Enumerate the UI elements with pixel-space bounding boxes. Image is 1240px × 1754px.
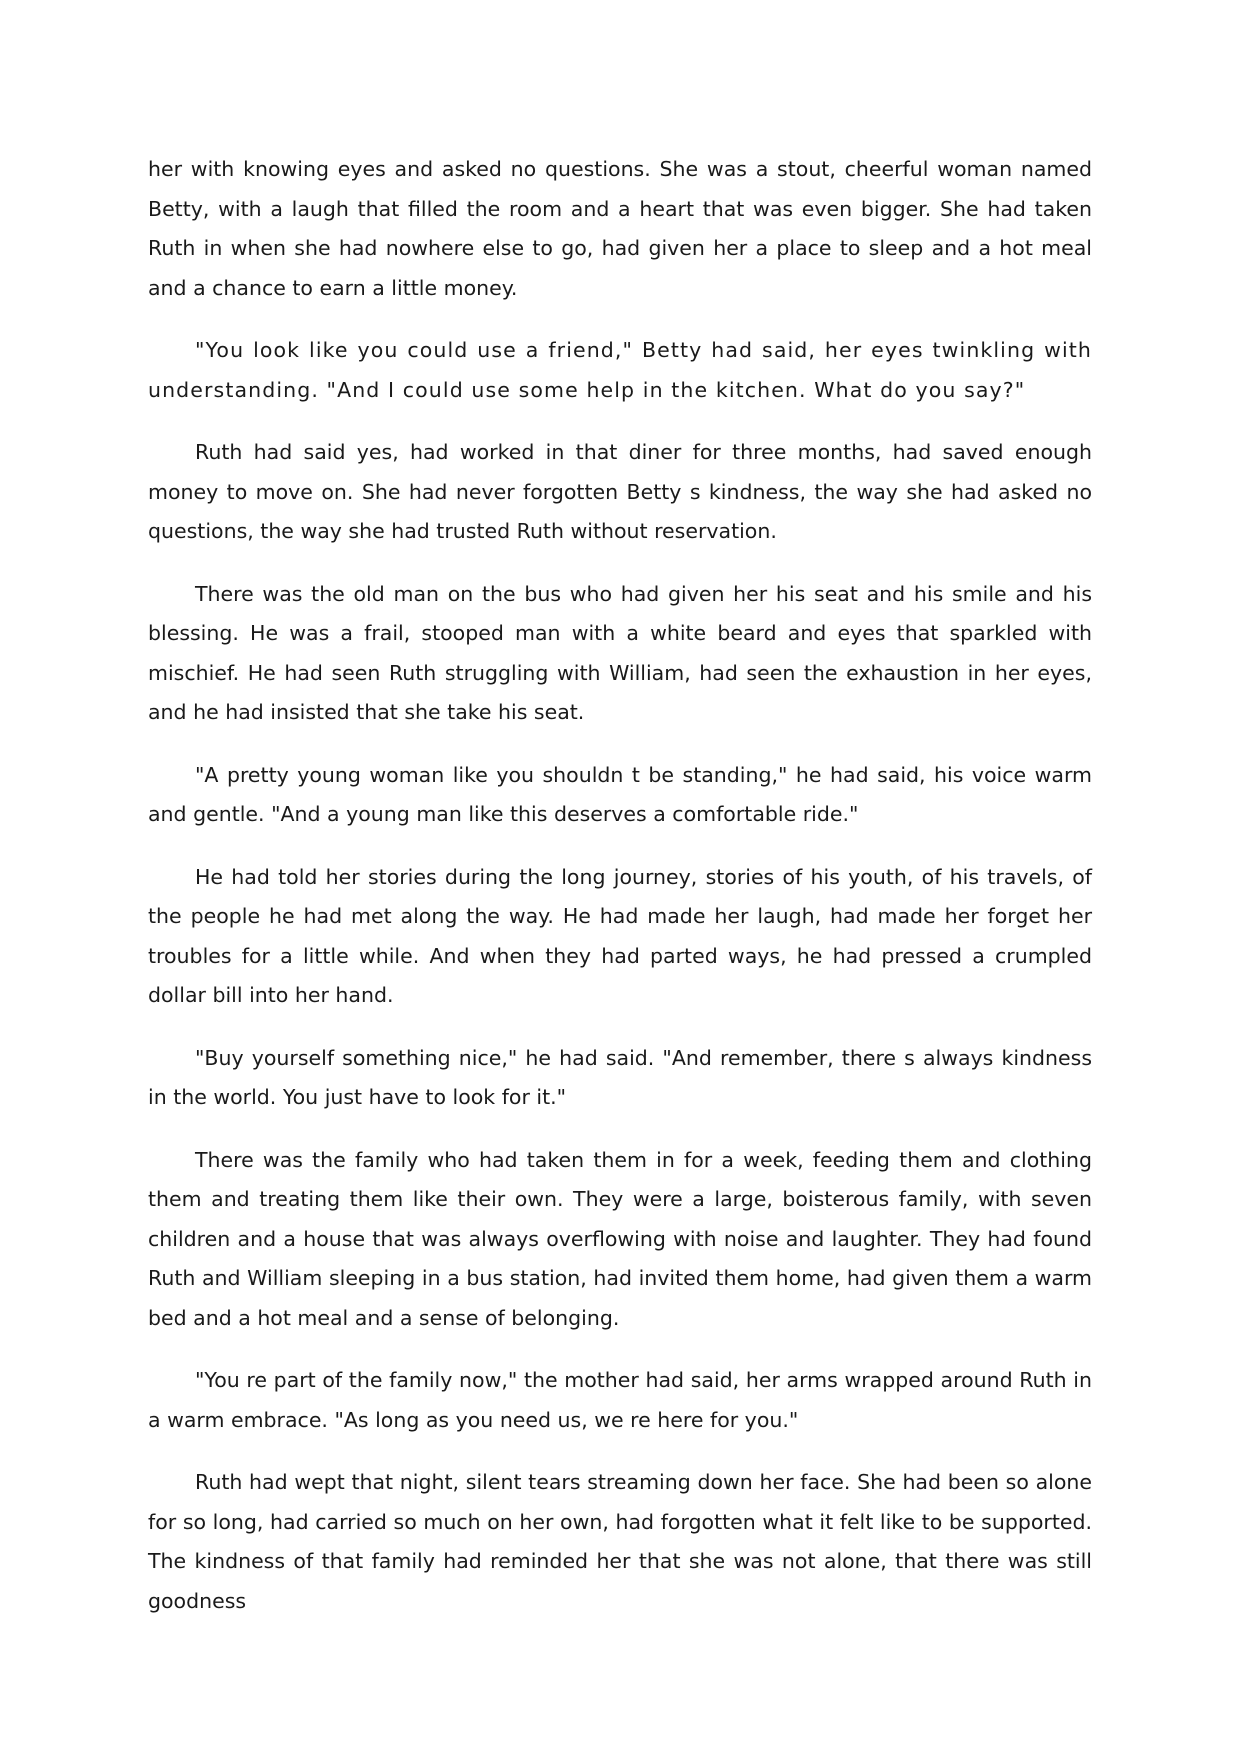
paragraph-betty-quote: "You look like you could use a friend," Betty had said, her eyes twinkling with understanding. "And I could use some help in the kitchen. What do you say?" — [148, 338, 1092, 402]
paragraph-kindness-quote: "Buy yourself something nice," he had said. "And remember, there s always kindness in the world. You just have to look for it." — [148, 1045, 1092, 1109]
body-text — [148, 150, 1092, 1644]
paragraph-ruth-diner: Ruth had said yes, had worked in that diner for three months, had saved enough money to move on. She had never forgotten Betty s kindness, the way she had asked no questions, the way she had trusted Ruth without reservation. — [148, 440, 1092, 543]
paragraph-family: There was the family who had taken them in for a week, feeding them and clothing them and treating them like their own. They were a large, boisterous family, with seven children and a house that was always overflowing with noise and laughter. They had found Ruth and William sleeping in a bus station, had invited them home, had given them a warm bed and a hot meal and a sense of belonging. — [148, 1147, 1092, 1330]
paragraph-old-man: There was the old man on the bus who had given her his seat and his smile and his blessing. He was a frail, stooped man with a white beard and eyes that sparkled with mischief. He had seen Ruth struggling with William, had seen the exhaustion in her eyes, and he had insisted that she take his seat. — [148, 581, 1092, 724]
paragraph-ruth-wept: Ruth had wept that night, silent tears streaming down her face. She had been so alone for so long, had carried so much on her own, had forgotten what it felt like to be supported. The kindness of that family had reminded her that she was not alone, that there was still goodness — [148, 1470, 1092, 1613]
paragraph-old-man-quote: "A pretty young woman like you shouldn t be standing," he had said, his voice warm and gentle. "And a young man like this deserves a comfortable ride." — [148, 762, 1092, 826]
paragraph-stories: He had told her stories during the long journey, stories of his youth, of his travels, of the people he had met along the way. He had made her laugh, had made her forget her troubles for a little while. And when they had parted ways, he had pressed a crumpled dollar bill into her hand. — [148, 864, 1092, 1007]
paragraph-family-quote: "You re part of the family now," the mother had said, her arms wrapped around Ruth in a warm embrace. "As long as you need us, we re here for you." — [148, 1368, 1092, 1432]
paragraph-betty-intro: her with knowing eyes and asked no questions. She was a stout, cheerful woman named Betty, with a laugh that filled the room and a heart that was even bigger. She had taken Ruth in when she had nowhere else to go, had given her a place to sleep and a hot meal and a chance to earn a little money. — [148, 157, 1092, 300]
